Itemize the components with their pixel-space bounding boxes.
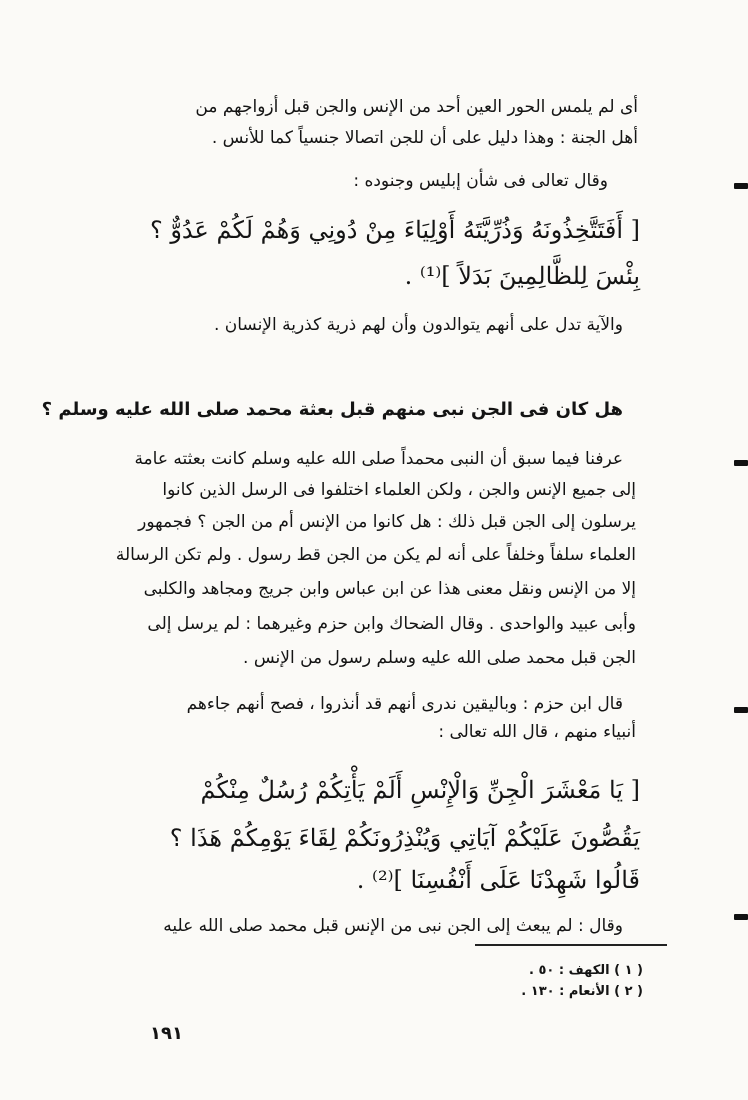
- text-line-8: العلماء سلفاً وخلفاً على أنه لم يكن من الجن قط رسول . ولم تكن الرسالة: [115, 545, 636, 565]
- text-line-10: وأبى عبيد والواحدى . وقال الضحاك وابن حزم وغيرهما : لم يرسل إلى: [147, 614, 636, 634]
- text-line-14: وقال : لم يبعث إلى الجن نبى من الإنس قبل محمد صلى الله عليه: [163, 916, 623, 936]
- page-number: ١٩١: [150, 1023, 183, 1044]
- footnote-2: ( ٢ ) الأنعام : ١٣٠ .: [521, 984, 643, 999]
- margin-mark: [734, 707, 748, 713]
- text-line-3: وقال تعالى فى شأن إبليس وجنوده :: [353, 171, 608, 191]
- text-line-7: يرسلون إلى الجن قبل ذلك : هل كانوا من الإنس أم من الجن ؟ فجمهور: [138, 512, 636, 532]
- text-line-11: الجن قبل محمد صلى الله عليه وسلم رسول من الإنس .: [243, 648, 636, 668]
- text-line-2: أهل الجنة : وهذا دليل على أن للجن اتصالا جنسياً كما للأنس .: [211, 128, 638, 148]
- footnote-1: ( ١ ) الكهف : ٥٠ .: [529, 963, 643, 978]
- text-line-4: والآية تدل على أنهم يتوالدون وأن لهم ذرية كذرية الإنسان .: [213, 315, 623, 335]
- quran-verse-line-5: قَالُوا شَهِدْنَا عَلَى أَنْفُسِنَا ]⁽²⁾ .: [356, 866, 640, 894]
- section-heading: هل كان فى الجن نبى منهم قبل بعثة محمد صلى الله عليه وسلم ؟: [41, 399, 623, 420]
- quran-verse-line-2: بِئْسَ لِلظَّالِمِينَ بَدَلاً ]⁽¹⁾ .: [404, 262, 640, 290]
- text-line-1: أى لم يلمس الحور العين أحد من الإنس والجن قبل أزواجهم من: [195, 97, 638, 117]
- margin-mark: [734, 460, 748, 466]
- quran-verse-line-1: [ أَفَتَتَّخِذُونَهُ وَذُرِّيَّتَهُ أَوْلِيَاءَ مِنْ دُونِي وَهُمْ لَكُمْ عَدُوٌّ ؟: [149, 216, 640, 244]
- text-line-9: إلا من الإنس ونقل معنى هذا عن ابن عباس وابن جريج ومجاهد والكلبى: [143, 579, 636, 599]
- quran-verse-line-4: يَقُصُّونَ عَلَيْكُمْ آيَاتِي وَيُنْذِرُونَكُمْ لِقَاءَ يَوْمِكُمْ هَذَا ؟: [169, 824, 640, 852]
- margin-mark: [734, 183, 748, 189]
- footnote-divider: [475, 944, 667, 946]
- quran-verse-line-3: [ يَا مَعْشَرَ الْجِنِّ وَالْإِنْسِ أَلَمْ يَأْتِكُمْ رُسُلٌ مِنْكُمْ: [200, 776, 640, 804]
- margin-mark: [734, 914, 748, 920]
- text-line-12: قال ابن حزم : وباليقين ندرى أنهم قد أنذروا ، فصح أنهم جاءهم: [186, 694, 623, 714]
- text-line-13: أنبياء منهم ، قال الله تعالى :: [438, 722, 636, 742]
- text-line-5: عرفنا فيما سبق أن النبى محمداً صلى الله عليه وسلم كانت بعثته عامة: [134, 449, 623, 469]
- text-line-6: إلى جميع الإنس والجن ، ولكن العلماء اختلفوا فى الرسل الذين كانوا: [162, 480, 636, 500]
